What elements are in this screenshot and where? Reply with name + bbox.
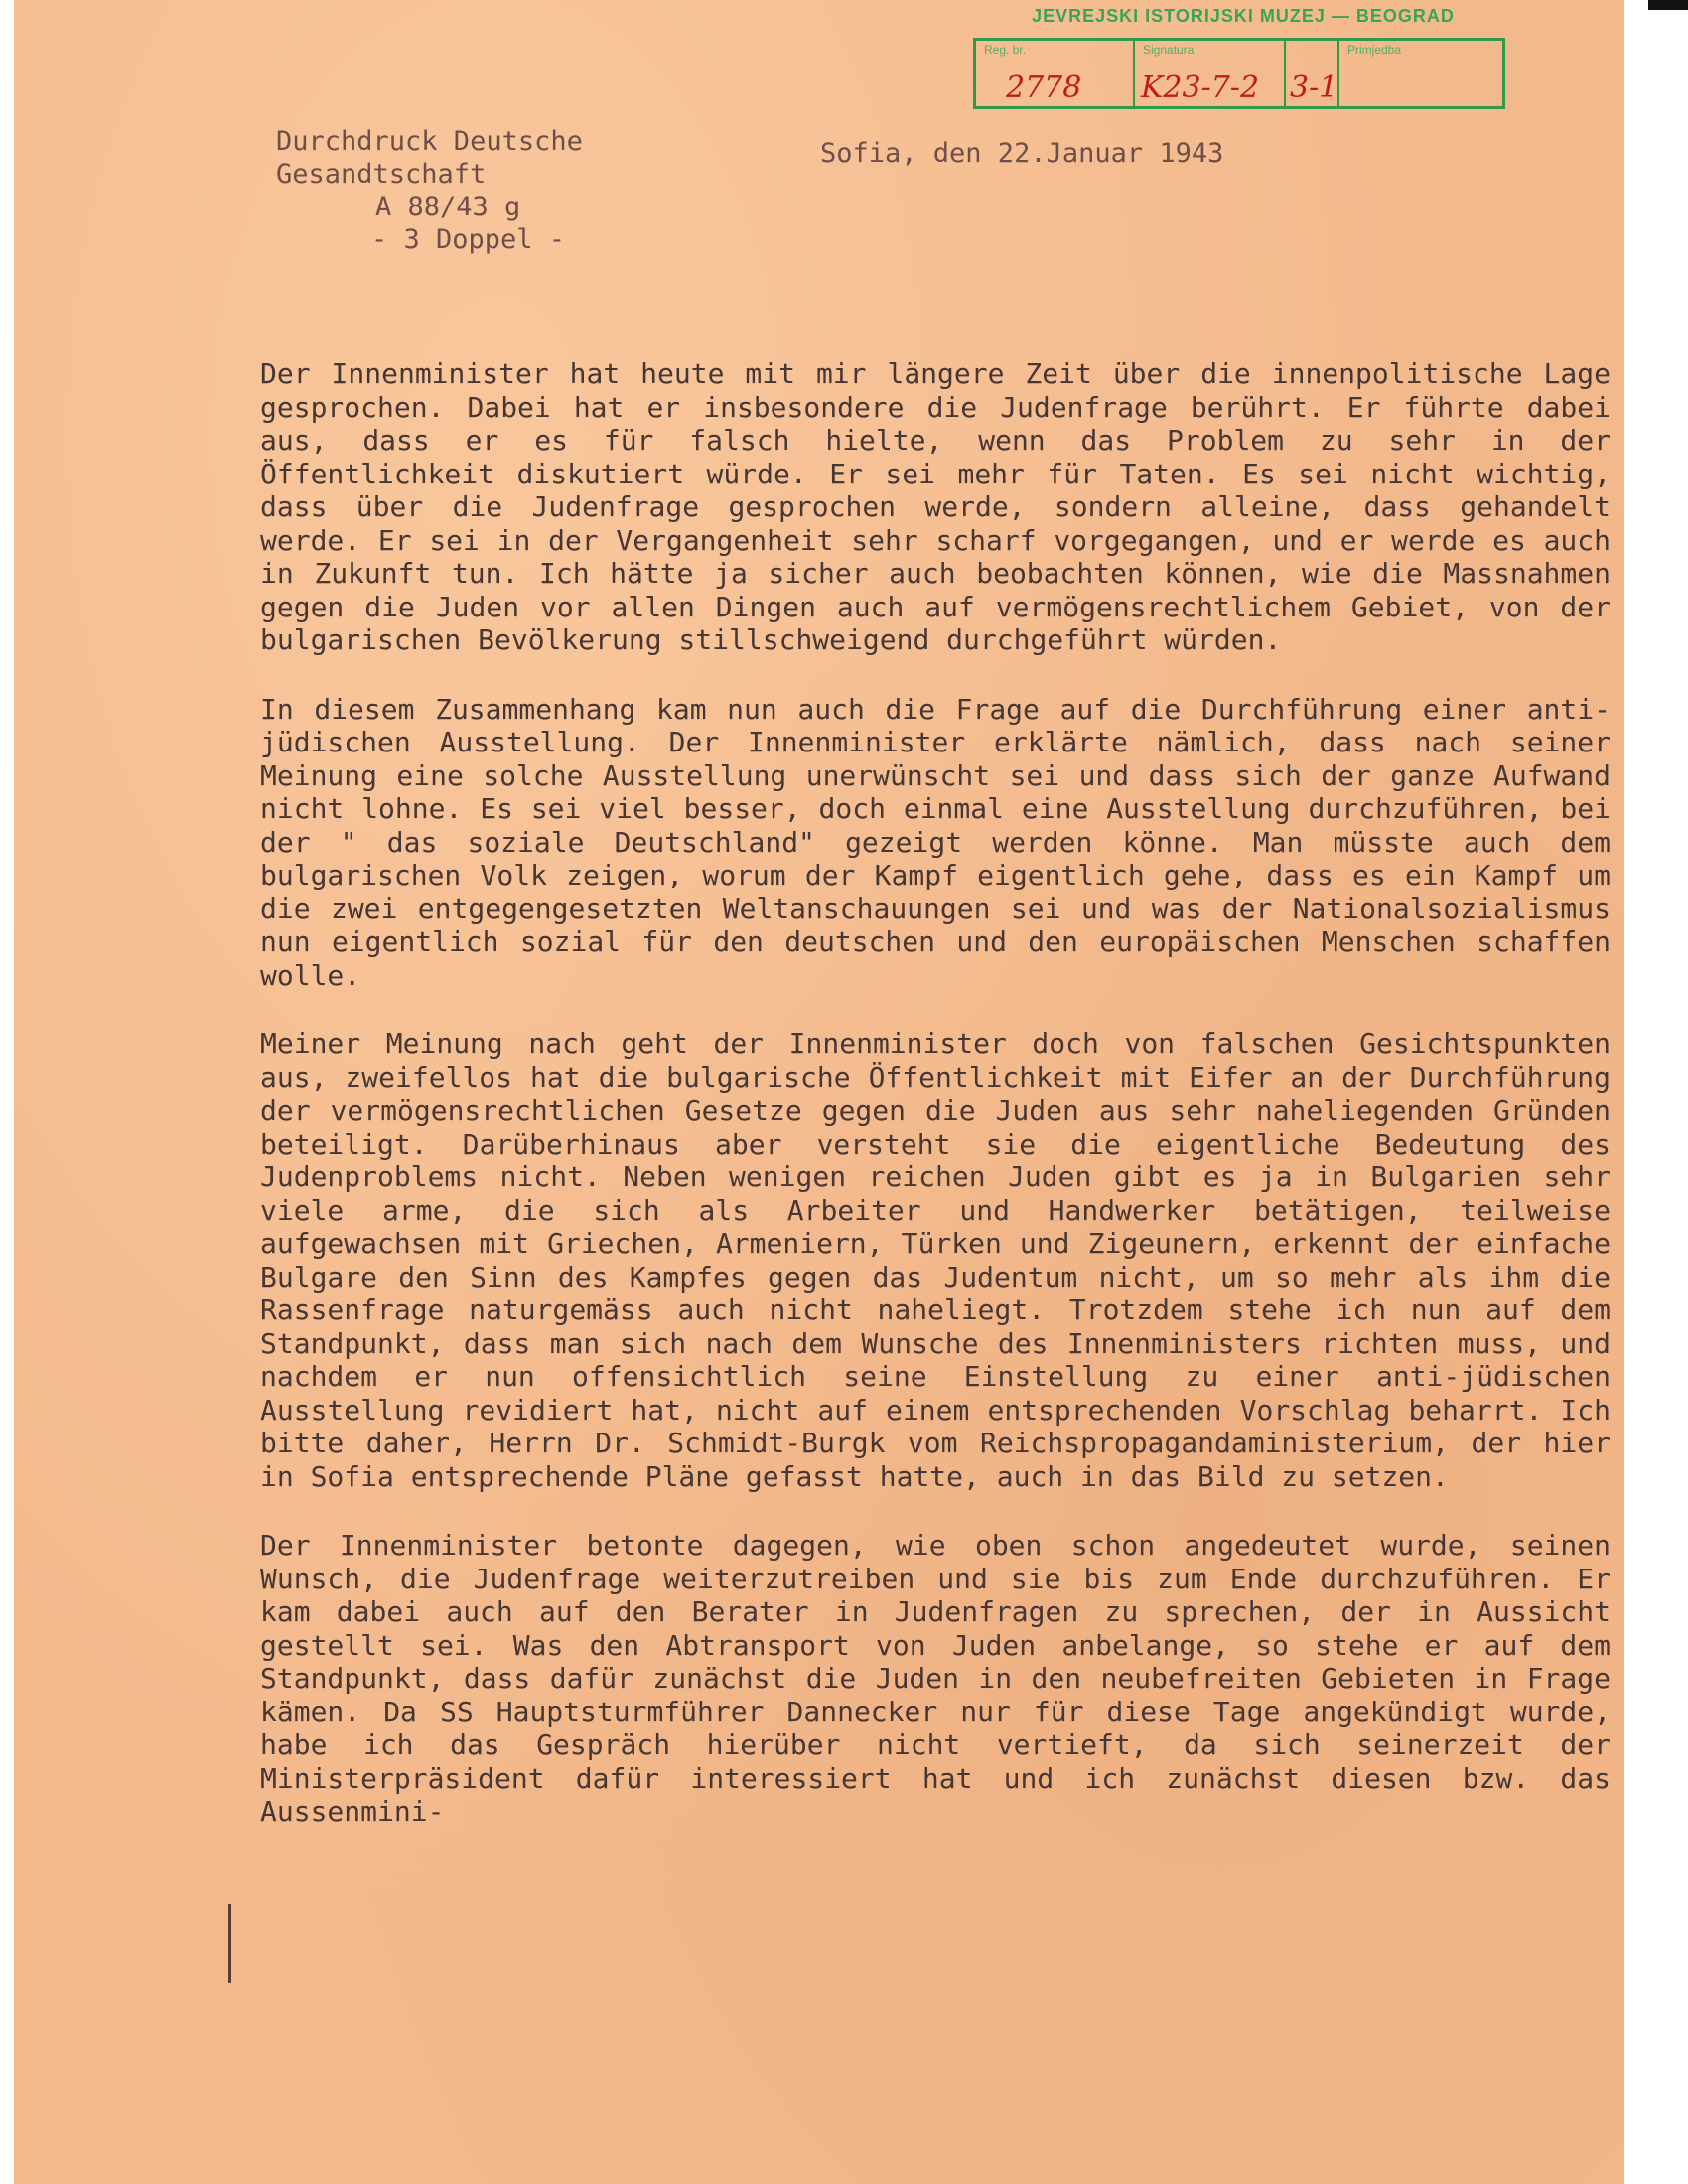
stamp-cell-note [1339,41,1502,106]
stamp-cell-sheet [1286,41,1339,106]
archive-stamp [973,2,1509,111]
stamp-label-note: Primjedba [1347,43,1402,57]
stamp-box [973,38,1505,109]
stamp-value-signature: K23-7-2 [1141,70,1260,105]
sender-line-1: Durchdruck Deutsche [276,126,583,157]
scan-edge-mark [1648,0,1688,10]
sender-line-2: Gesandtschaft [276,159,487,190]
stamp-cell-registration [976,41,1135,106]
stamp-label-signature: Signatura [1143,43,1195,57]
reference-number: A 88/43 g [375,192,521,222]
letterhead-sender [276,125,583,256]
paragraph-2: In diesem Zusammenhang kam nun auch die Frage auf die Durchführung einer anti-jüdischen Ausstellung. Der Innenminister erklärte nämlich, dass nach seiner Meinung eine solche Ausstellung unerwünscht sei und dass sich der ganze Aufwand nicht lohne. Es sei viel besser, doch einmal eine Ausstellung durchzuführen, bei der " das soziale Deutschland" gezeigt werden könne. Man müsste auch dem bulgarischen Volk zeigen, worum der Kampf eigentlich gehe, dass es ein Kampf um die zwei entgegengesetzten Weltanschauungen sei und was der Nationalsozialismus nun eigentlich sozial für den deutschen und den europäischen Menschen schaffen wolle. [260,692,1611,992]
stamp-value-registration: 2778 [1006,70,1082,105]
paragraph-4: Der Innenminister betonte dagegen, wie oben schon angedeutet wurde, seinen Wunsch, die Judenfrage weiterzutreiben und sie bis zum Ende durchzuführen. Er kam dabei auch auf den Berater in Judenfragen zu sprechen, der in Aussicht gestellt sei. Was den Abtransport von Juden anbelange, so stehe er auf dem Standpunkt, dass dafür zunächst die Juden in den neubefreiten Gebieten in Frage kämen. Da SS Hauptsturmführer Dannecker nur für diese Tage angekündigt wurde, habe ich das Gespräch hierüber nicht vertieft, da sich seinerzeit der Ministerpräsident dafür interessiert hat und ich zunächst diesen bzw. das Aussenmini- [260,1529,1611,1828]
stamp-value-sheet: 3-1 [1290,70,1338,105]
stamp-cell-signature [1135,41,1286,106]
copies-note: - 3 Doppel - [371,224,566,255]
stamp-label-registration: Reg. br. [984,43,1027,57]
place-date: Sofia, den 22.Januar 1943 [820,138,1224,169]
letter-body [260,357,1611,1829]
paragraph-1: Der Innenminister hat heute mit mir längere Zeit über die innenpolitische Lage gesprochen. Dabei hat er insbesondere die Judenfrage berührt. Er führte dabei aus, dass er es für falsch hielte, wenn das Problem zu sehr in der Öffentlichkeit diskutiert würde. Er sei mehr für Taten. Es sei nicht wichtig, dass über die Judenfrage gesprochen werde, sondern alleine, dass gehandelt werde. Er sei in der Vergangenheit sehr scharf vorgegangen, und er werde es auch in Zukunft tun. Ich hätte ja sicher auch beobachten können, wie die Massnahmen gegen die Juden vor allen Dingen auch auf vermögensrechtlichem Gebiet, von der bulgarischen Bevölkerung stillschweigend durchgeführt würden. [260,357,1611,656]
paragraph-3: Meiner Meinung nach geht der Innenminister doch von falschen Gesichtspunkten aus, zweifellos hat die bulgarische Öffentlichkeit mit Eifer an der Durchführung der vermögensrechtlichen Gesetze gegen die Juden aus sehr naheliegenden Gründen beteiligt. Darüberhinaus aber versteht sie die eigentliche Bedeutung des Judenproblems nicht. Neben wenigen reichen Juden gibt es ja in Bulgarien sehr viele arme, die sich als Arbeiter und Handwerker betätigen, teilweise aufgewachsen mit Griechen, Armeniern, Türken und Zigeunern, erkennt der einfache Bulgare den Sinn des Kampfes gegen das Judentum nicht, um so mehr als ihm die Rassenfrage naturgemäss auch nicht naheliegt. Trotzdem stehe ich nun auf dem Standpunkt, dass man sich nach dem Wunsche des Innenministers richten muss, und nachdem er nun offensichtlich seine Einstellung zu einer anti-jüdischen Ausstellung revidiert hat, nicht auf einem entsprechenden Vorschlag beharrt. Ich bitte daher, Herrn Dr. Schmidt-Burgk vom Reichspropagandaministerium, der hier in Sofia entsprechende Pläne gefasst hatte, auch in das Bild zu setzen. [260,1027,1611,1493]
scan-edge [1630,0,1688,2184]
margin-mark [228,1904,231,1983]
stamp-title: JEVREJSKI ISTORIJSKI MUZEJ — BEOGRAD [1032,6,1455,26]
